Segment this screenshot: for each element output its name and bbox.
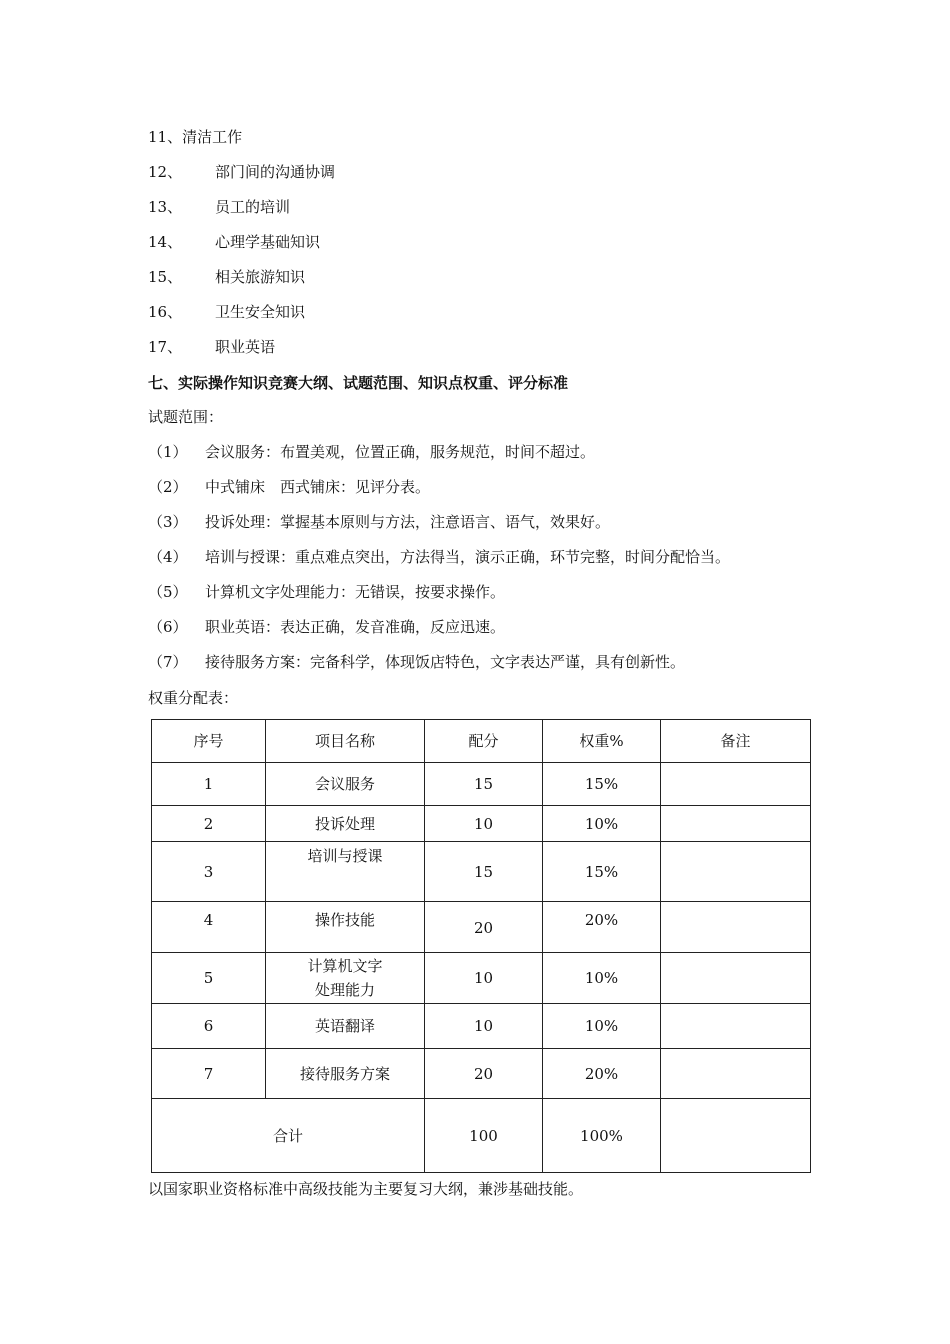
footer-note: 以国家职业资格标准中高级技能为主要复习大纲，兼涉基础技能。 [148,1180,584,1198]
scope-item [148,581,505,603]
cell-no: 2 [152,806,266,842]
scope-text: 职业英语：表达正确，发音准确，反应迅速。 [205,618,506,636]
header-cell-name: 项目名称 [266,720,425,763]
cell-note [661,763,811,806]
scope-text: 培训与授课：重点难点突出，方法得当，演示正确，环节完整，时间分配恰当。 [205,548,731,566]
topic-text: 职业英语 [215,338,276,356]
cell-name: 操作技能 [266,902,425,953]
cell-no: 4 [152,902,266,953]
topic-item [148,161,335,183]
topic-number: 15、 [148,268,183,286]
cell-note [661,1004,811,1049]
scope-item [148,651,685,673]
scope-number: （7） [148,653,188,671]
scope-number: （1） [148,443,188,461]
cell-name: 会议服务 [266,763,425,806]
topic-text: 部门间的沟通协调 [215,163,336,181]
topic-item [148,266,305,288]
table-row [152,902,811,953]
topic-number: 17、 [148,338,183,356]
topic-text: 清洁工作 [182,128,243,146]
cell-no: 3 [152,842,266,902]
cell-score: 10 [425,1004,543,1049]
header-cell-no: 序号 [152,720,266,763]
scope-item [148,511,610,533]
header-cell-score: 配分 [425,720,543,763]
scope-text: 会议服务：布置美观，位置正确，服务规范，时间不超过。 [205,443,596,461]
scope-text: 投诉处理：掌握基本原则与方法，注意语言、语气，效果好。 [205,513,611,531]
scope-label: 试题范围： [148,408,224,426]
cell-score: 15 [425,763,543,806]
cell-no: 6 [152,1004,266,1049]
cell-name: 计算机文字 处理能力 [266,953,425,1004]
cell-weight: 20% [543,902,661,953]
cell-note [661,953,811,1004]
cell-note [661,1049,811,1099]
scope-item [148,476,430,498]
table-label: 权重分配表： [148,689,239,707]
cell-note [661,902,811,953]
cell-weight: 10% [543,806,661,842]
cell-weight: 10% [543,953,661,1004]
topic-text: 相关旅游知识 [215,268,306,286]
cell-weight: 10% [543,1004,661,1049]
cell-name: 英语翻译 [266,1004,425,1049]
cell-score: 10 [425,806,543,842]
topic-number: 12、 [148,163,183,181]
header-cell-weight: 权重% [543,720,661,763]
scope-number: （6） [148,618,188,636]
weight-table [151,719,811,1173]
scope-text: 中式铺床 西式铺床：见评分表。 [205,478,431,496]
scope-item [148,616,505,638]
topic-item [148,196,290,218]
total-weight: 100% [543,1099,661,1173]
topic-number: 14、 [148,233,183,251]
scope-number: （3） [148,513,188,531]
scope-text: 计算机文字处理能力：无错误，按要求操作。 [205,583,506,601]
topic-number: 11、 [148,128,183,146]
cell-note [661,842,811,902]
scope-number: （4） [148,548,188,566]
cell-name: 投诉处理 [266,806,425,842]
table-row [152,1049,811,1099]
cell-no: 5 [152,953,266,1004]
cell-weight: 15% [543,842,661,902]
topic-number: 13、 [148,198,183,216]
topic-text: 心理学基础知识 [215,233,321,251]
total-label: 合计 [152,1099,425,1173]
topic-item [148,231,320,253]
scope-text: 接待服务方案：完备科学，体现饭店特色，文字表达严谨，具有创新性。 [205,653,686,671]
topic-number: 16、 [148,303,183,321]
table-row [152,953,811,1004]
total-note [661,1099,811,1173]
table-header-row [152,720,811,763]
section-heading: 七、实际操作知识竞赛大纲、试题范围、知识点权重、评分标准 [148,374,569,392]
cell-score: 15 [425,842,543,902]
cell-name: 接待服务方案 [266,1049,425,1099]
table-row [152,763,811,806]
cell-weight: 15% [543,763,661,806]
topic-text: 员工的培训 [215,198,291,216]
topic-item [148,126,242,148]
cell-score: 10 [425,953,543,1004]
cell-name: 培训与授课 [266,842,425,902]
cell-no: 7 [152,1049,266,1099]
cell-no: 1 [152,763,266,806]
cell-weight: 20% [543,1049,661,1099]
table-row [152,842,811,902]
header-cell-note: 备注 [661,720,811,763]
scope-number: （5） [148,583,188,601]
table-row [152,806,811,842]
cell-score: 20 [425,1049,543,1099]
table-row [152,1004,811,1049]
scope-number: （2） [148,478,188,496]
cell-note [661,806,811,842]
topic-item [148,336,275,358]
topic-item [148,301,305,323]
topic-text: 卫生安全知识 [215,303,306,321]
total-score: 100 [425,1099,543,1173]
scope-item [148,546,730,568]
table-total-row [152,1099,811,1173]
scope-item [148,441,595,463]
cell-score: 20 [425,902,543,953]
